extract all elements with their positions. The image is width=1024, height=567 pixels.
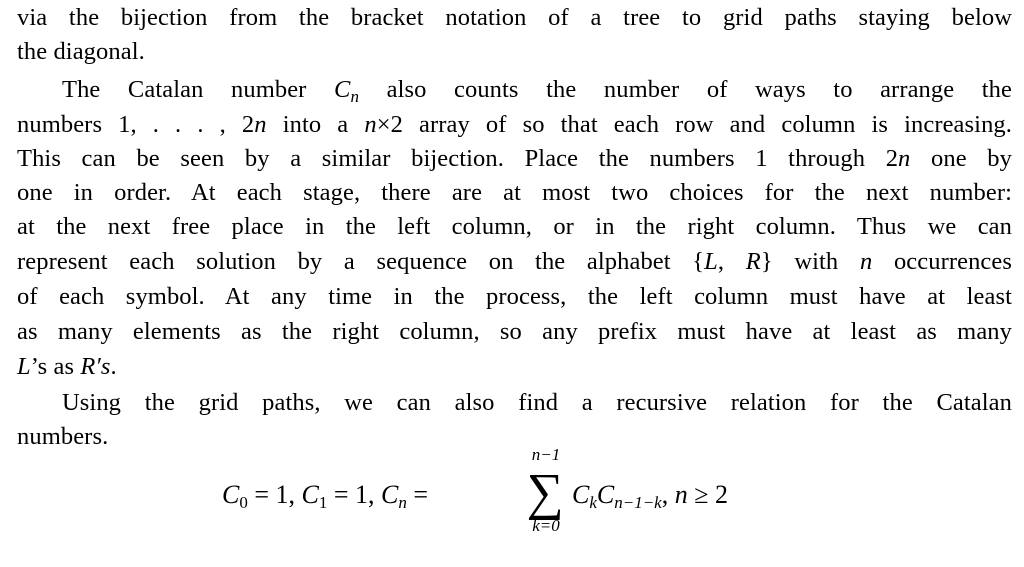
- paragraph-2-line-5: at the next free place in the left column, or in the right column. Thus we can: [17, 213, 1012, 240]
- catalan-symbol: $C_n$: [333, 76, 360, 106]
- equation-summand: $C_kC_{n-1-k}$, n ≥ 2: [572, 480, 729, 512]
- summation: [520, 445, 570, 545]
- paragraph-2-line-8: as many elements as the right column, so any prefix must have at least as many: [17, 318, 1012, 345]
- paragraph-2-line-2: numbers 1, . . . , 2n into a n×2 array of so that each row and column is increasing.: [17, 111, 1012, 138]
- paragraph-2-line-9: L’s as R′s.: [17, 353, 117, 380]
- paragraph-2-line-4: one in order. At each stage, there are at most two choices for the next number:: [17, 179, 1012, 206]
- paragraph-2-line-6: represent each solution by a sequence on the alphabet {L, R} with n occurrences: [17, 248, 1013, 275]
- equation-initial-values: C0 = 1, C1 = 1, $C_n$ =: [222, 480, 429, 512]
- paragraph-3-line-2: numbers.: [17, 423, 109, 450]
- paragraph-2-line-3: This can be seen by a similar bijection. Place the numbers 1 through 2n one by: [17, 145, 1012, 172]
- summation-upper-limit: n−1: [531, 445, 561, 464]
- paragraph-1-line-1: via the bijection from the bracket notation of a tree to grid paths staying below: [17, 4, 1012, 31]
- catalan-recurrence-equation: [222, 445, 822, 545]
- paragraph-2-line-7: of each symbol. At any time in the process, the left column must have at least: [17, 283, 1012, 310]
- summation-lower-limit: k=0: [532, 516, 560, 535]
- sigma-symbol: ∑: [526, 464, 564, 521]
- paragraph-2-line-1: The Catalan number $C_n$ also counts the number of ways to arrange the: [62, 76, 1012, 106]
- paragraph-3-line-1: Using the grid paths, we can also find a recursive relation for the Catalan: [62, 389, 1012, 416]
- paragraph-1-line-2: the diagonal.: [17, 38, 145, 65]
